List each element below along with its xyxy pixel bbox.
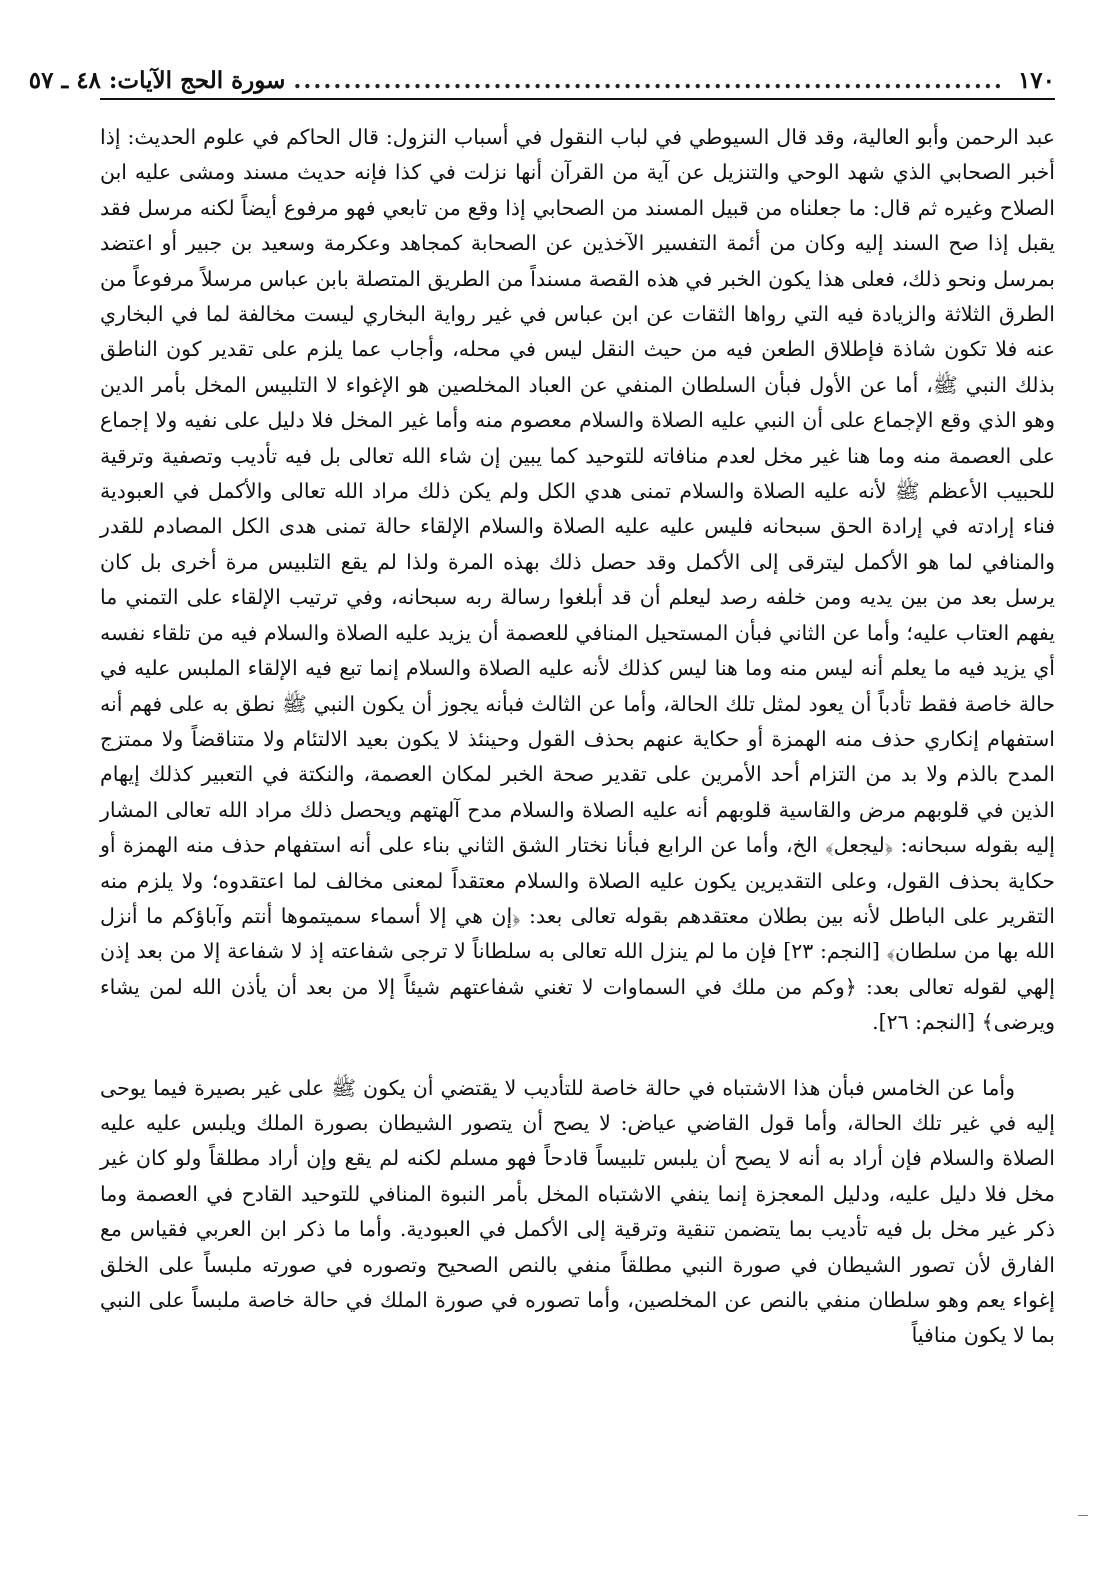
page-body <box>100 120 1055 1354</box>
running-header <box>28 62 1055 100</box>
header-title: سورة الحج الآيات: ٤٨ ـ ٥٧ <box>28 66 286 94</box>
page-number: ١٧٠ <box>1017 66 1055 94</box>
paragraph: وأما عن الخامس فبأن هذا الاشتباه في حالة خاصة للتأديب لا يقتضي أن يكون ﷺ على غير بصيرة فيما يوحى إليه في غير تلك الحالة، وأما قول القاضي عياض: لا يصح أن يتصور الشيطان بصورة الملك ويلبس عليه عليه الصلاة والسلام فإن أراد به أنه لا يصح أن يلبس تلبيساً قادحاً فهو مسلم لكنه لم يقع وإن أراد مطلقاً ولو كان غير مخل فلا دليل عليه، ودليل المعجزة إنما ينفي الاشتباه المخل بأمر النبوة المنافي للتوحيد القادح في العصمة وما ذكر غير مخل بل فيه تأديب بما يتضمن تنقية وترقية إلى الأكمل في العبودية. وأما ما ذكر ابن العربي فقياس مع الفارق لأن تصور الشيطان في صورة النبي مطلقاً منفي بالنص الصحيح وتصوره في صورته ملبساً على الخلق إغواء يعم وهو سلطان منفي بالنص عن المخلصين، وأما تصوره في صورة الملك في حالة خاصة ملبساً على النبي بما لا يكون منافياً <box>100 1075 1055 1348</box>
margin-mark <box>1078 1515 1088 1516</box>
paragraph: عبد الرحمن وأبو العالية، وقد قال السيوطي في لباب النقول في أسباب النزول: قال الحاكم في علوم الحديث: إذا أخبر الصحابي الذي شهد الوحي والتنزيل عن آية من القرآن أنها نزلت في كذا فإنه حديث مسند ومشى عليه ابن الصلاح وغيره ثم قال: ما جعلناه من قبيل المسند من الصحابي إذا وقع من تابعي فهو مرفوع أيضاً لكنه مرسل فقد يقبل إذا صح السند إليه وكان من أئمة التفسير الآخذين عن الصحابة كمجاهد وعكرمة وسعيد بن جبير أو اعتضد بمرسل ونحو ذلك، فعلى هذا يكون الخبر في هذه القصة مسنداً من الطريق المتصلة بابن عباس مرسلاً مرفوعاً من الطرق الثلاثة والزيادة فيه التي رواها الثقات عن ابن عباس في غير رواية البخاري ليست مخالفة لما في البخاري عنه فلا تكون شاذة فإطلاق الطعن فيه من حيث النقل ليس في محله، وأجاب عما يلزم على تقدير كون الناطق بذلك النبي ﷺ، أما عن الأول فبأن السلطان المنفي عن العباد المخلصين هو الإغواء لا التلبيس المخل بأمر الدين وهو الذي وقع الإجماع على أن النبي عليه الصلاة والسلام معصوم منه وأما غير المخل فلا دليل على نفيه ولا إجماع على العصمة منه وما هنا غير مخل لعدم منافاته للتوحيد كما يبين إن شاء الله تعالى بل فيه تأديب وتصفية وترقية للحبيب الأعظم ﷺ لأنه عليه الصلاة والسلام تمنى هدي الكل ولم يكن ذلك مراد الله تعالى والأكمل في العبودية فناء إرادته في إرادة الحق سبحانه فليس عليه عليه الصلاة والسلام الإلقاء حالة تمنى هدى الكل المصادم للقدر والمنافي لما هو الأكمل ليترقى إلى الأكمل وقد حصل ذلك بهذه المرة ولذا لم يقع التلبيس مرة أخرى بل كان يرسل بعد من بين يديه ومن خلفه رصد ليعلم أن قد أبلغوا رسالة ربه سبحانه، وفي ترتيب الإلقاء على التمني ما يفهم العتاب عليه؛ وأما عن الثاني فبأن المستحيل المنافي للعصمة أن يزيد عليه الصلاة والسلام فيه من تلقاء نفسه أي يزيد فيه ما يعلم أنه ليس منه وما هنا ليس كذلك لأنه عليه الصلاة والسلام إنما تبع فيه الإلقاء الملبس عليه في حالة خاصة فقط تأدباً أن يعود لمثل تلك الحالة، وأما عن الثالث فبأنه يجوز أن يكون النبي ﷺ نطق به على فهم أنه استفهام إنكاري حذف منه الهمزة أو حكاية عنهم بحذف القول وحينئذ لا يكون بعيد الالتئام ولا متناقضاً ولا ممتزج المدح بالذم ولا بد من التزام أحد الأمرين على تقدير صحة الخبر لمكان العصمة، والنكتة في التعبير كذلك إيهام الذين في قلوبهم مرض والقاسية قلوبهم أنه عليه الصلاة والسلام مدح آلهتهم ويحصل ذلك مراد الله تعالى المشار إليه بقوله سبحانه: ﴿ليجعل﴾ الخ، وأما عن الرابع فبأنا نختار الشق الثاني بناء على أنه استفهام حذف منه الهمزة أو حكاية بحذف القول، وعلى التقديرين يكون عليه الصلاة والسلام معتقداً لمعنى مخالف لما اعتقدوه؛ ولا يلزم منه التقرير على الباطل لأنه بين بطلان معتقدهم بقوله تعالى بعد: ﴿إن هي إلا أسماء سميتموها أنتم وآباؤكم ما أنزل الله بها من سلطان﴾ [النجم: ٢٣] فإن ما لم ينزل الله تعالى به سلطاناً لا ترجى شفاعته إذ لا شفاعة إلا من بعد إذن إلهي لقوله تعالى بعد: ﴿وكم من ملك في السماوات لا تغني شفاعتهم شيئاً إلا من بعد أن يأذن الله لمن يشاء ويرضى﴾ [النجم: ٢٦]. <box>100 125 1055 1035</box>
header-dot-leader: ....................................................................... <box>293 66 1004 94</box>
